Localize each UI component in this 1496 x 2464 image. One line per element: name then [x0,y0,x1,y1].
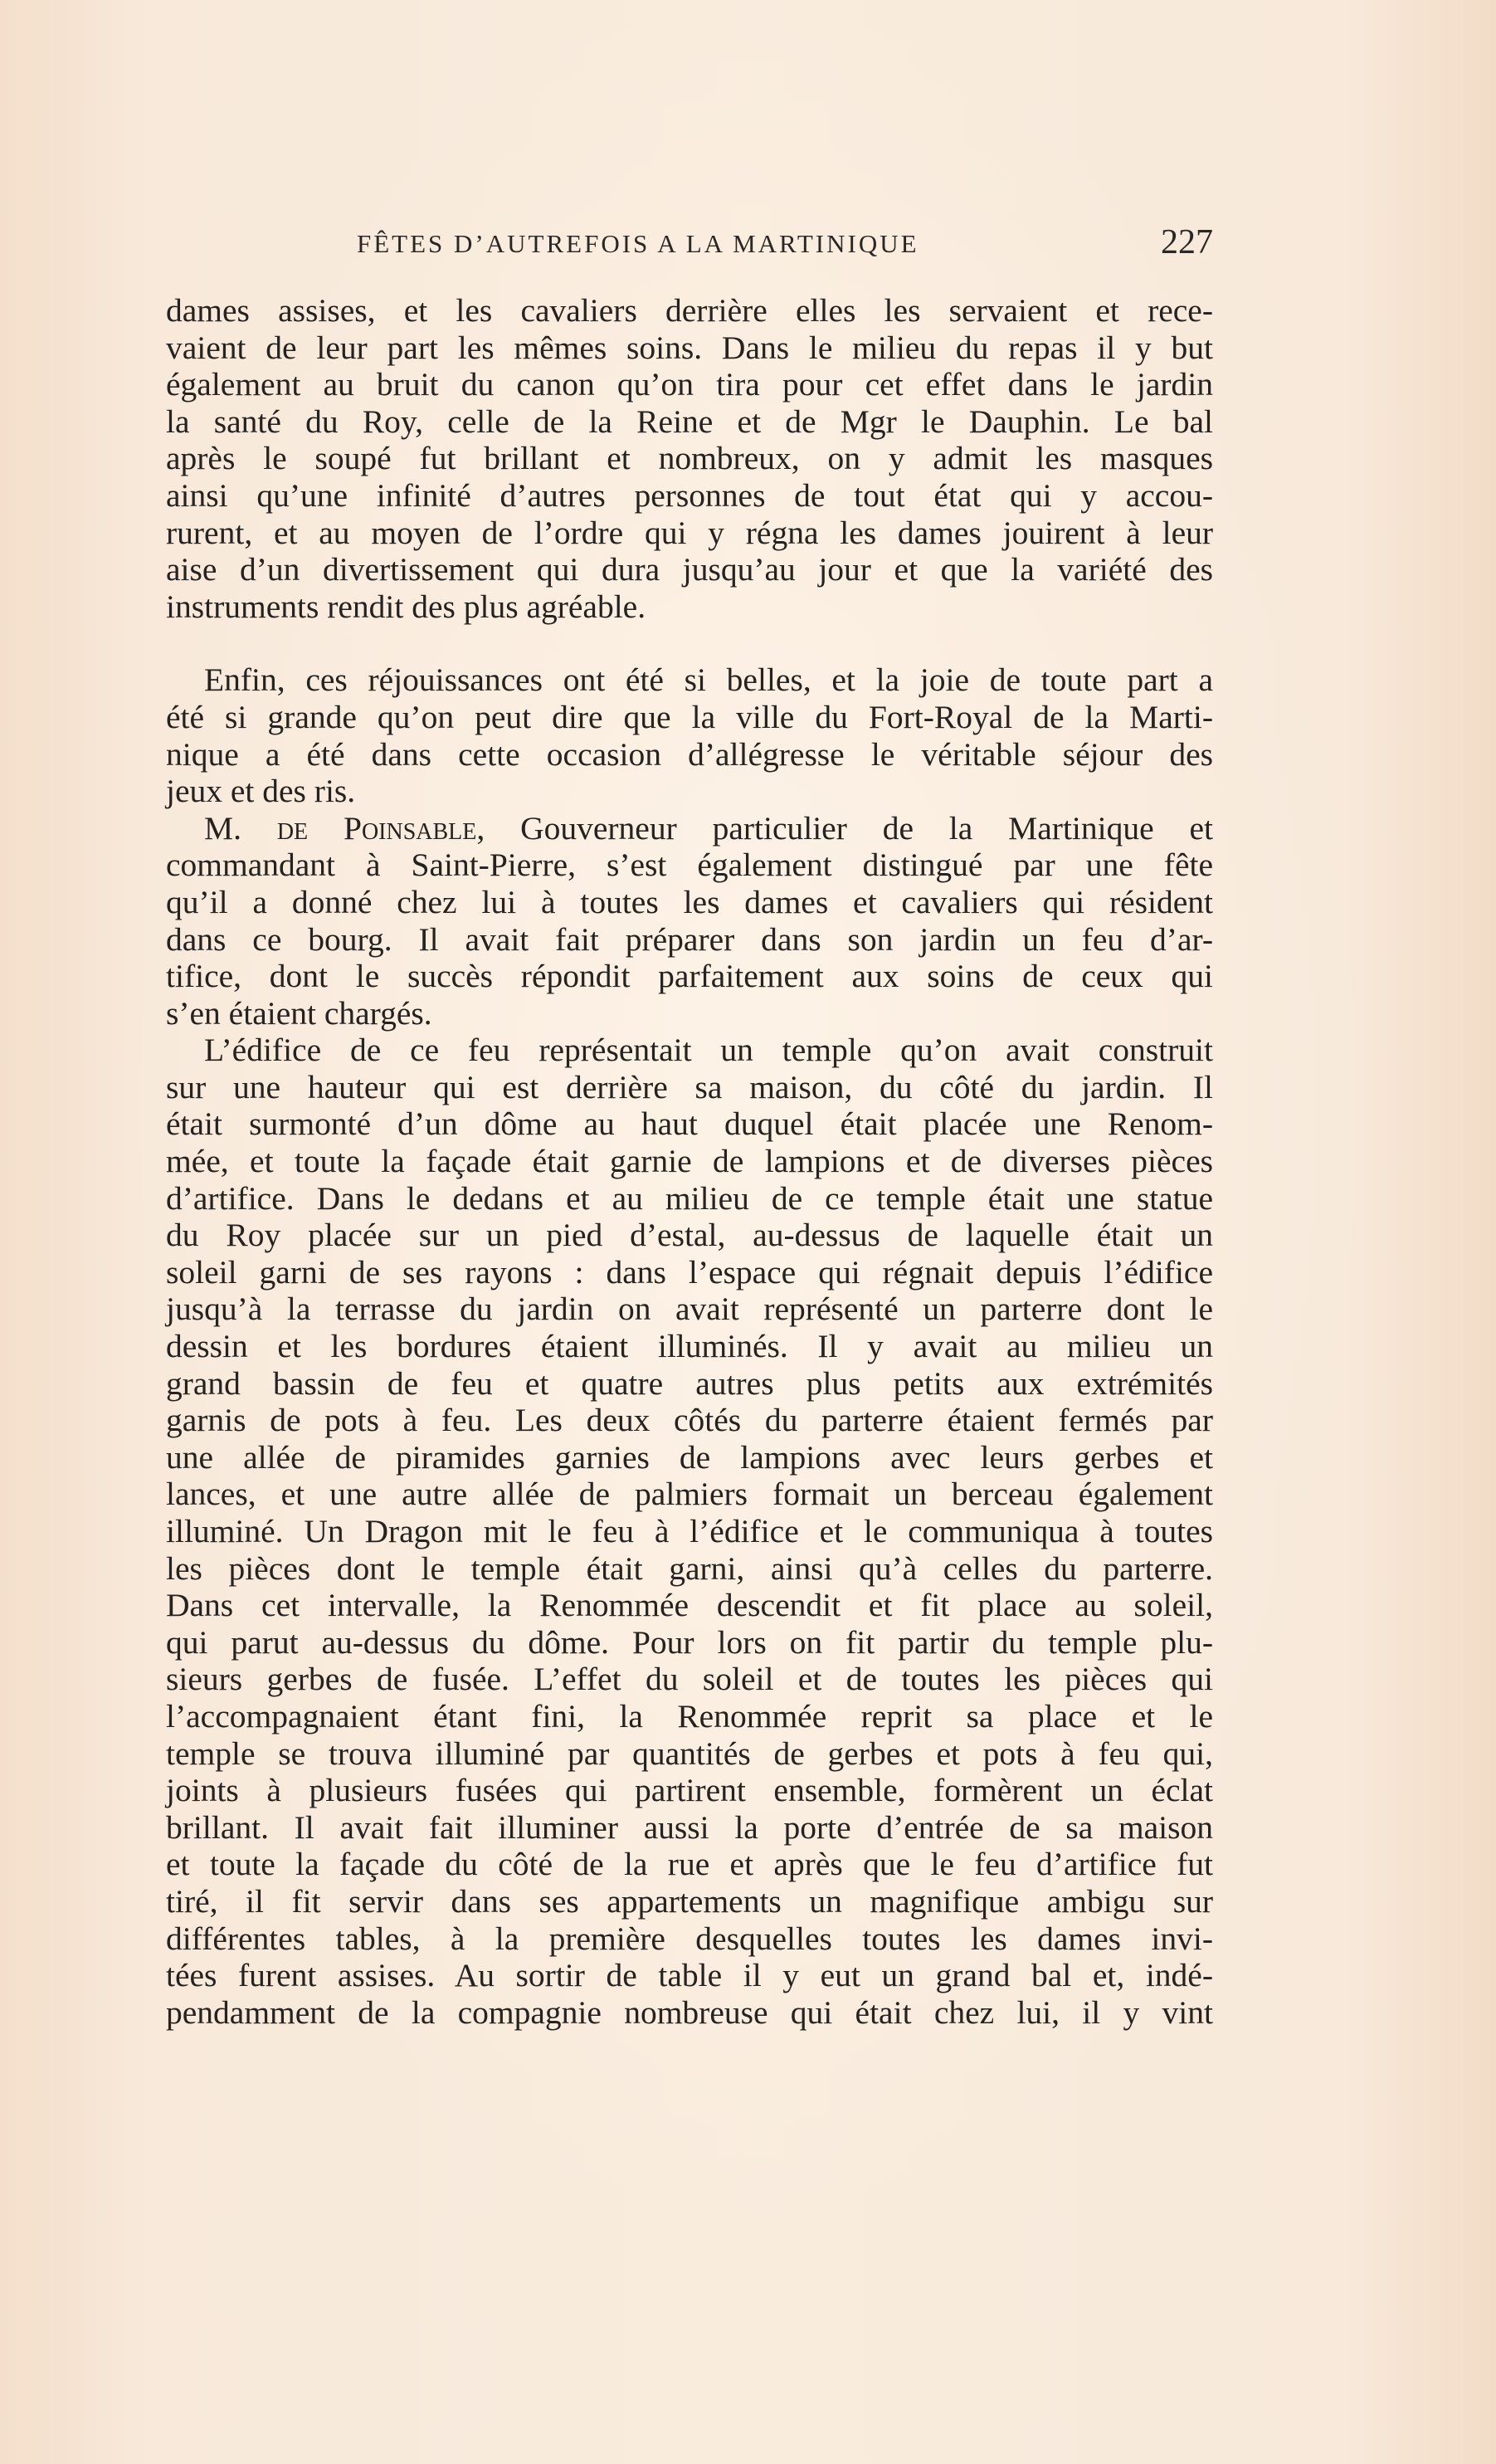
paragraph-spacer [166,625,1213,661]
text-line: illuminé. Un Dragon mit le feu à l’édifice et le communiqua à toutes [166,1513,1213,1549]
body-text [166,292,1213,2031]
text-line: du Roy placée sur un pied d’estal, au-dessus de laquelle était un [166,1217,1213,1254]
page-header [166,222,1213,272]
text-line: aise d’un divertissement qui dura jusqu’au jour et que la variété des [166,551,1213,588]
text-line: les pièces dont le temple était garni, ainsi qu’à celles du parterre. [166,1549,1213,1587]
text-line: Dans cet intervalle, la Renommée descendit et fit place au soleil, [166,1587,1213,1624]
text-line: joints à plusieurs fusées qui partirent ensemble, formèrent un éclat [166,1772,1213,1809]
text-line: L’édifice de ce feu représentait un temple qu’on avait construit [204,1032,1213,1069]
paragraph-3 [166,810,1213,1032]
text-line: jeux et des ris. [166,773,356,810]
text-line: qu’il a donné chez lui à toutes les dames et cavaliers qui résident [166,883,1213,920]
paragraph-1 [166,292,1213,625]
line-rest: Gouverneur particulier de la Martinique et [485,809,1213,847]
text-line: ainsi qu’une infinité d’autres personnes de tout état qui y accou- [166,476,1213,514]
text-line: soleil garni de ses rayons : dans l’espace qui régnait depuis l’édifice [166,1253,1213,1291]
running-head: FÊTES D’AUTREFOIS A LA MARTINIQUE [357,229,919,258]
text-line: tiré, il fit servir dans ses appartements un magnifique ambigu sur [166,1882,1213,1920]
text-line: différentes tables, à la première desquelles toutes les dames invi- [166,1920,1213,1957]
text-line: et toute la façade du côté de la rue et après que le feu d’artifice fut [166,1846,1213,1883]
text-line: grand bassin de feu et quatre autres plus petits aux extrémités [166,1364,1213,1402]
text-line: tifice, dont le succès répondit parfaitement aux soins de ceux qui [166,958,1213,995]
text-line: rurent, et au moyen de l’ordre qui y régna les dames jouirent à leur [166,514,1213,551]
paragraph-4 [166,1032,1213,2031]
text-line: vaient de leur part les mêmes soins. Dans le milieu du repas il y but [166,329,1213,366]
person-name: de Poinsable, [276,809,485,847]
text-line: Enfin, ces réjouissances ont été si belles, et la joie de toute part a [204,661,1213,699]
text-line: temple se trouva illuminé par quantités de gerbes et pots à feu qui, [166,1735,1213,1772]
text-line: brillant. Il avait fait illuminer aussi la porte d’entrée de sa maison [166,1808,1213,1846]
name-prefix: M. [204,809,241,847]
text-line: qui parut au-dessus du dôme. Pour lors on fit partir du temple plu- [166,1623,1213,1661]
text-line: lances, et une autre allée de palmiers formait un berceau également [166,1476,1213,1513]
text-line: mée, et toute la façade était garnie de lampions et de diverses pièces [166,1143,1213,1180]
text-line: la santé du Roy, celle de la Reine et de Mgr le Dauphin. Le bal [166,403,1213,440]
text-line: été si grande qu’on peut dire que la ville du Fort-Royal de la Marti- [166,698,1213,735]
text-line: l’accompagnaient étant fini, la Renommée reprit sa place et le [166,1697,1213,1735]
text-line: dans ce bourg. Il avait fait préparer dans son jardin un feu d’ar- [166,920,1213,958]
text-line: était surmonté d’un dôme au haut duquel était placée une Renom- [166,1105,1213,1143]
text-line: une allée de piramides garnies de lampions avec leurs gerbes et [166,1438,1213,1476]
text-line: également au bruit du canon qu’on tira pour cet effet dans le jardin [166,366,1213,403]
text-line: commandant à Saint-Pierre, s’est également distingué par une fête [166,847,1213,884]
text-line: d’artifice. Dans le dedans et au milieu de ce temple était une statue [166,1179,1213,1217]
text-line: sur une hauteur qui est derrière sa maison, du côté du jardin. Il [166,1068,1213,1105]
text-line: tées furent assises. Au sortir de table il y eut un grand bal et, indé- [166,1957,1213,1994]
text-line: nique a été dans cette occasion d’allégresse le véritable séjour des [166,735,1213,773]
paragraph-2 [166,661,1213,809]
text-line [166,810,1213,847]
text-line: après le soupé fut brillant et nombreux, on y admit les masques [166,440,1213,477]
text-line: dames assises, et les cavaliers derrière elles les servaient et rece- [166,292,1213,329]
text-line: garnis de pots à feu. Les deux côtés du parterre étaient fermés par [166,1402,1213,1439]
text-line: dessin et les bordures étaient illuminés. Il y avait au milieu un [166,1328,1213,1365]
text-line: sieurs gerbes de fusée. L’effet du soleil et de toutes les pièces qui [166,1661,1213,1698]
text-line: jusqu’à la terrasse du jardin on avait représenté un parterre dont le [166,1291,1213,1328]
text-line: instruments rendit des plus agréable. [166,588,646,625]
text-line: pendamment de la compagnie nombreuse qui était chez lui, il y vint [166,1993,1213,2031]
text-line: s’en étaient chargés. [166,994,432,1032]
page-number: 227 [1161,223,1213,261]
